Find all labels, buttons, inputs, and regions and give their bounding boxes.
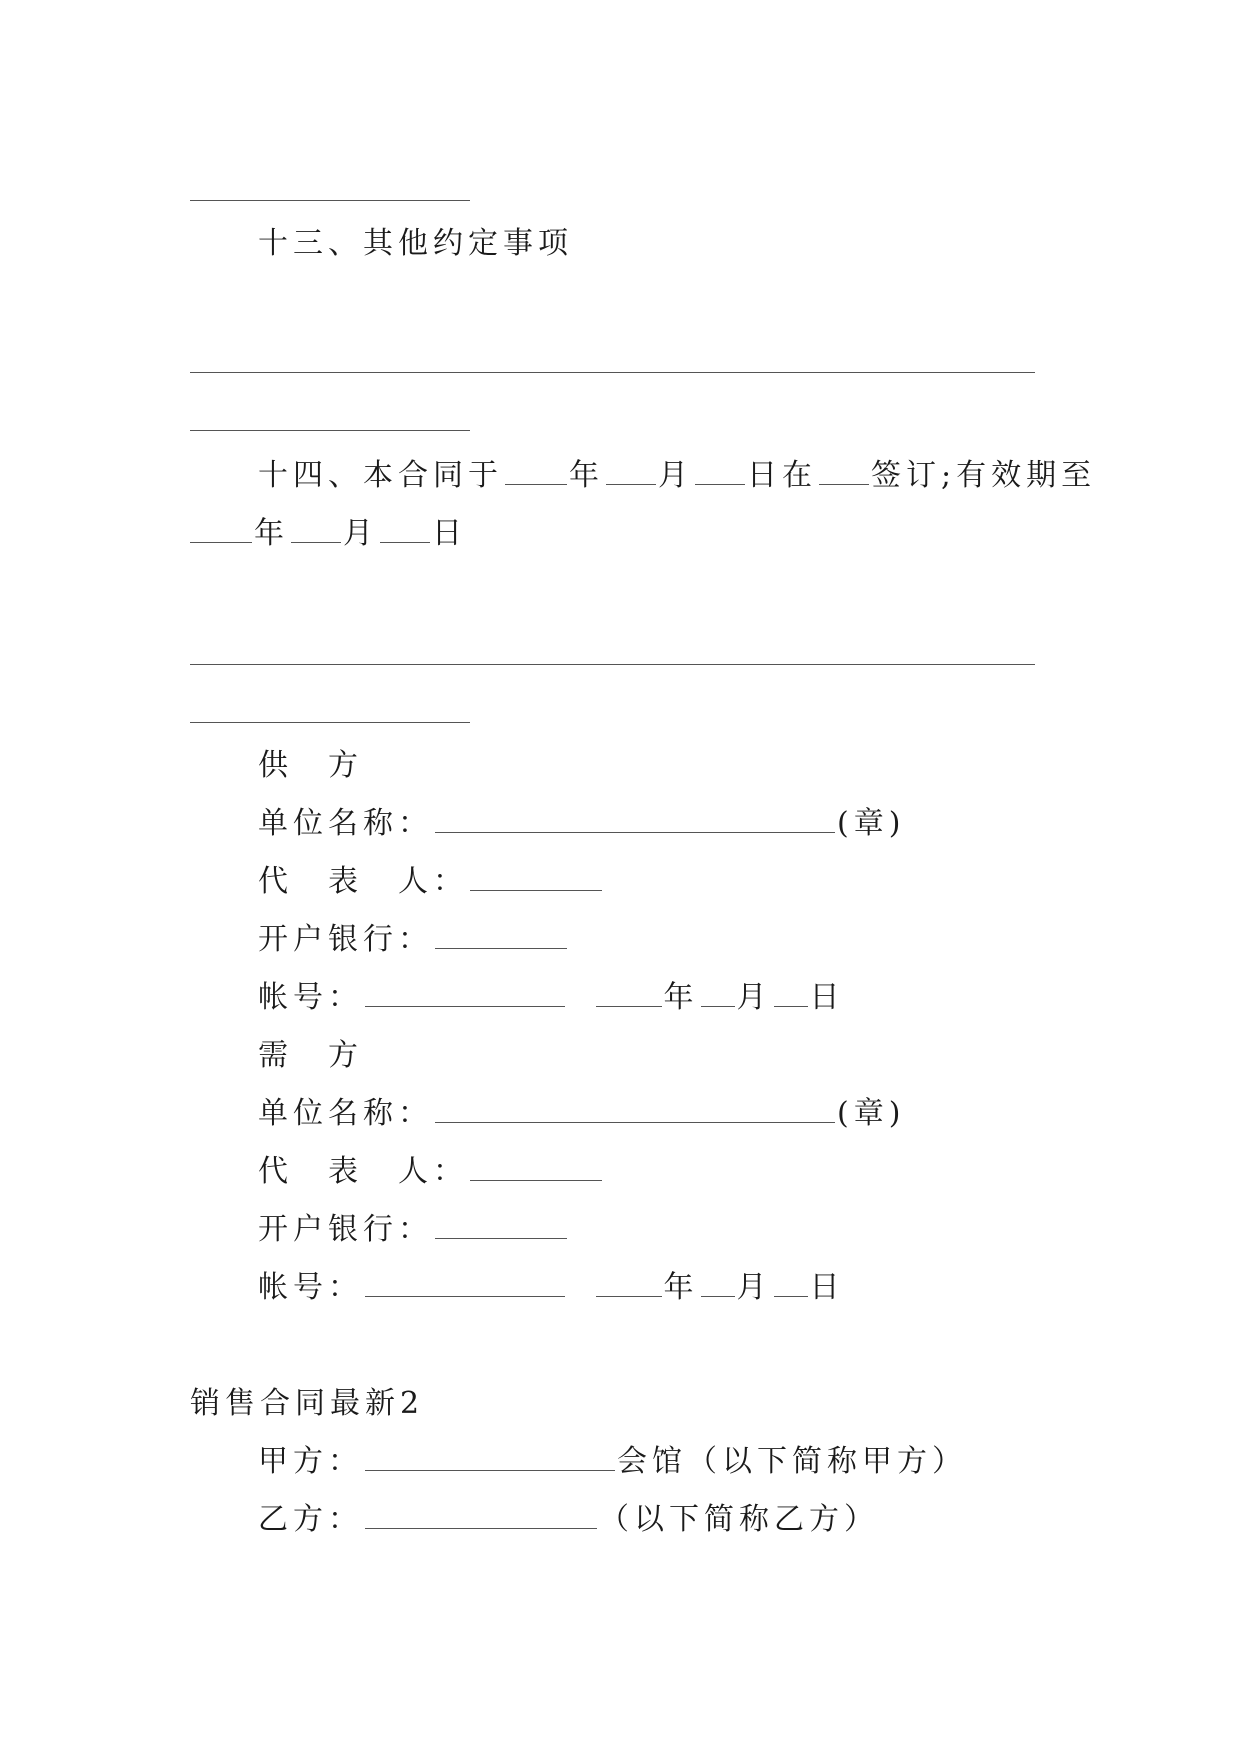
year-label: 年 [569,458,604,493]
buyer-rep-row [258,1152,604,1192]
bank-label: 开户银行： [258,1212,433,1247]
year-label: 年 [254,516,289,551]
party-b-blank [365,1502,597,1529]
account-label: 帐号： [258,980,363,1015]
year-blank [190,516,252,543]
contract-2-title: 销售合同最新2 [190,1386,425,1421]
day-blank [774,980,808,1007]
account-label: 帐号： [258,1270,363,1305]
blank-line [190,200,470,201]
buyer-title: 需 方 [258,1038,363,1073]
month-label: 月 [736,980,772,1015]
supplier-rep-row [258,862,604,902]
year-label: 年 [663,980,699,1015]
seal-label: (章) [837,1096,906,1131]
seal-label: (章) [837,806,906,841]
month-blank [291,516,341,543]
day-label: 日 [809,1270,845,1305]
section-14-line-2 [190,514,467,554]
representative-label: 代 表 人： [258,1154,468,1189]
day-label: 日 [809,980,845,1015]
representative-blank [470,1154,602,1181]
account-blank [365,1270,565,1297]
month-label: 月 [658,458,693,493]
bank-blank [435,1212,567,1239]
blank-line [190,664,1035,665]
unit-name-blank [435,806,835,833]
day-at-label: 日在 [747,458,817,493]
year-blank [596,1270,662,1297]
month-blank [701,980,735,1007]
section-13-heading: 十三、其他约定事项 [258,226,573,261]
representative-label: 代 表 人： [258,864,468,899]
supplier-unit-row [258,804,905,844]
account-blank [365,980,565,1007]
party-a-row [258,1442,967,1482]
day-blank [380,516,430,543]
unit-name-label: 单位名称： [258,1096,433,1131]
signed-label: 签订;有效期至 [871,458,1097,493]
year-blank [596,980,662,1007]
year-blank [505,458,567,485]
month-label: 月 [736,1270,772,1305]
month-label: 月 [343,516,378,551]
day-blank [695,458,745,485]
supplier-bank-row [258,920,569,960]
blank-line [190,372,1035,373]
supplier-title: 供 方 [258,748,363,783]
year-label: 年 [663,1270,699,1305]
day-blank [774,1270,808,1297]
supplier-account-row [258,978,845,1018]
place-blank [819,458,869,485]
day-label: 日 [432,516,467,551]
unit-name-label: 单位名称： [258,806,433,841]
blank-line [190,430,470,431]
party-b-row [258,1500,879,1540]
party-b-label: 乙方： [258,1502,363,1537]
party-a-suffix: 会馆（以下简称甲方） [617,1444,967,1479]
month-blank [606,458,656,485]
buyer-account-row [258,1268,845,1308]
party-b-suffix: （以下简称乙方） [599,1502,879,1537]
party-a-label: 甲方： [258,1444,363,1479]
month-blank [701,1270,735,1297]
section-14-prefix: 十四、本合同于 [258,458,503,493]
representative-blank [470,864,602,891]
bank-blank [435,922,567,949]
unit-name-blank [435,1096,835,1123]
section-14-line-1 [258,456,1096,496]
buyer-unit-row [258,1094,905,1134]
bank-label: 开户银行： [258,922,433,957]
buyer-bank-row [258,1210,569,1250]
blank-line [190,722,470,723]
party-a-blank [365,1444,615,1471]
